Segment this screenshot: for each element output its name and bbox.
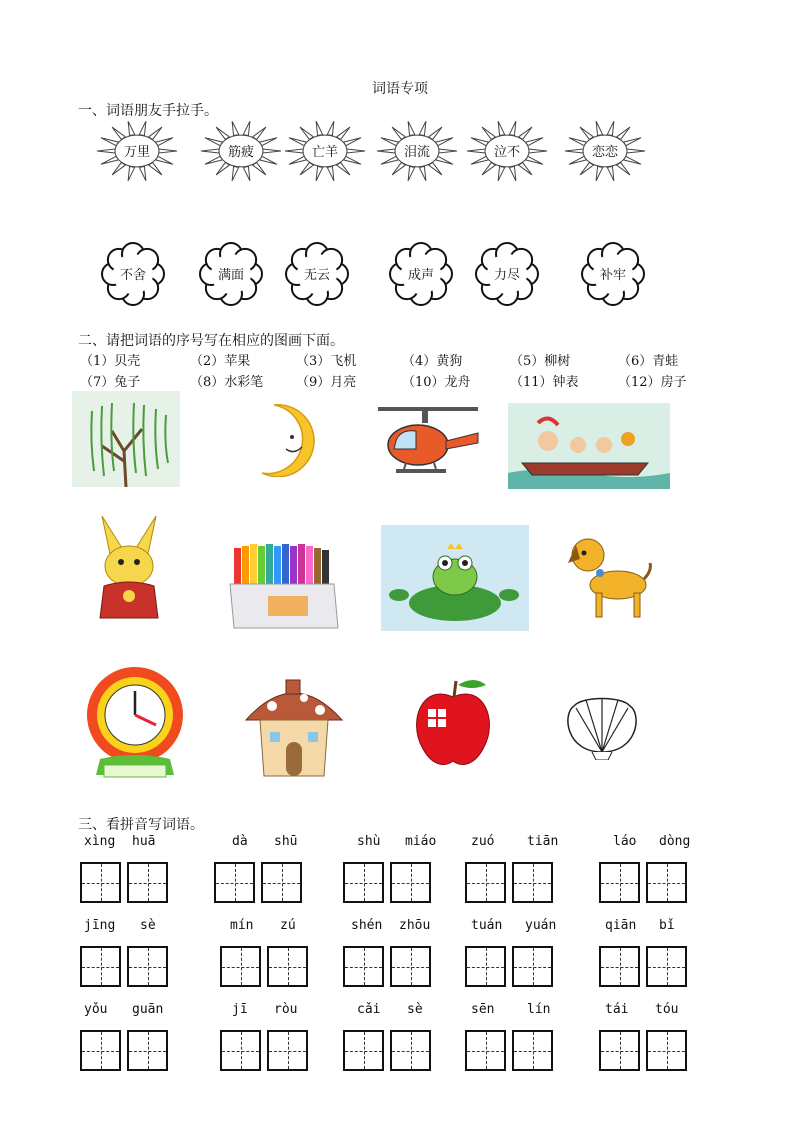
sun-card — [462, 116, 552, 186]
writing-box[interactable] — [343, 946, 384, 987]
mushroom-house-picture — [242, 672, 346, 780]
pinyin-word — [463, 1002, 559, 1082]
pinyin-syllable: lín — [527, 1002, 551, 1017]
section-3-heading: 三、看拼音写词语。 — [78, 817, 204, 833]
sun-ray — [482, 163, 495, 175]
writing-box[interactable] — [343, 1030, 384, 1071]
sun-card — [280, 116, 370, 186]
pinyin-syllable: miáo — [405, 834, 437, 849]
word-item: （4）黄狗 — [402, 354, 463, 369]
pinyin-syllable: dòng — [659, 834, 691, 849]
pinyin-syllable: tóu — [655, 1002, 679, 1017]
pinyin-syllable: jīng — [84, 918, 116, 933]
writing-box[interactable] — [465, 946, 506, 987]
writing-box[interactable] — [390, 946, 431, 987]
pinyin-syllable: guān — [132, 1002, 164, 1017]
sun-ray — [509, 167, 516, 181]
writing-box[interactable] — [261, 862, 302, 903]
flower-word: 满面 — [217, 268, 244, 283]
writing-box[interactable] — [599, 1030, 640, 1071]
writing-box[interactable] — [646, 946, 687, 987]
flower-word: 成声 — [407, 268, 434, 283]
word-item: （8）水彩笔 — [190, 375, 264, 390]
flower-card — [386, 242, 456, 306]
writing-box[interactable] — [390, 862, 431, 903]
writing-box[interactable] — [127, 1030, 168, 1071]
sun-ray — [216, 127, 229, 139]
willow-tree-icon — [72, 391, 180, 487]
crescent-moon-icon — [254, 403, 318, 477]
flower-word: 力尽 — [493, 268, 520, 283]
sun-word: 万里 — [123, 145, 150, 160]
sun-ray — [392, 163, 405, 175]
sun-word: 泣不 — [493, 145, 520, 160]
sun-ray — [509, 121, 516, 135]
word-item: （11）钟表 — [510, 375, 579, 390]
writing-box[interactable] — [267, 946, 308, 987]
flower-card — [282, 242, 352, 306]
word-item: （9）月亮 — [296, 375, 357, 390]
page-title: 词语专项 — [372, 81, 428, 97]
word-item: （1）贝壳 — [80, 354, 141, 369]
writing-box[interactable] — [80, 946, 121, 987]
sun-ray — [149, 127, 162, 139]
sun-ray — [300, 163, 313, 175]
sun-word: 筋疲 — [227, 145, 254, 160]
sun-ray — [112, 127, 125, 139]
pinyin-syllable: láo — [613, 834, 637, 849]
sun-ray — [316, 167, 323, 181]
frog-on-lily-pad-icon — [381, 525, 529, 631]
helicopter-picture — [370, 403, 482, 483]
writing-box[interactable] — [599, 946, 640, 987]
pinyin-syllable: qiān — [605, 918, 637, 933]
pinyin-syllable: cǎi — [357, 1002, 381, 1017]
red-apple-picture — [412, 675, 494, 769]
writing-box[interactable] — [127, 946, 168, 987]
pinyin-syllable: shù — [357, 834, 381, 849]
sun-ray — [337, 163, 350, 175]
pinyin-syllable: sè — [407, 1002, 423, 1017]
pinyin-word — [341, 918, 437, 998]
flower-clock-picture — [80, 661, 190, 781]
pinyin-syllable: ròu — [274, 1002, 298, 1017]
pinyin-word — [341, 1002, 437, 1082]
rabbit-picture — [92, 514, 166, 624]
red-apple-icon — [412, 675, 494, 769]
writing-box[interactable] — [80, 1030, 121, 1071]
flower-word: 不舍 — [119, 268, 146, 283]
sun-ray — [243, 121, 250, 135]
pinyin-syllable: jī — [232, 1002, 248, 1017]
rabbit-icon — [92, 514, 166, 624]
word-item: （3）飞机 — [296, 354, 357, 369]
pinyin-syllable: tuán — [471, 918, 503, 933]
pinyin-word — [597, 918, 693, 998]
pinyin-syllable: zhōu — [399, 918, 431, 933]
sun-ray — [519, 163, 532, 175]
pinyin-word — [597, 834, 693, 914]
writing-box[interactable] — [512, 946, 553, 987]
sun-word: 泪流 — [403, 145, 430, 160]
writing-box[interactable] — [80, 862, 121, 903]
sun-ray — [128, 167, 135, 181]
sun-ray — [327, 121, 334, 135]
sun-ray — [392, 127, 405, 139]
pinyin-syllable: zuó — [471, 834, 495, 849]
pinyin-word — [597, 1002, 693, 1082]
pinyin-syllable: tiān — [527, 834, 559, 849]
writing-box[interactable] — [465, 1030, 506, 1071]
sun-ray — [519, 127, 532, 139]
pinyin-syllable: zú — [280, 918, 296, 933]
sun-ray — [419, 121, 426, 135]
sun-ray — [316, 121, 323, 135]
writing-box[interactable] — [599, 862, 640, 903]
pinyin-syllable: mín — [230, 918, 254, 933]
sun-ray — [580, 127, 593, 139]
pinyin-syllable: xìng — [84, 834, 116, 849]
pinyin-word — [218, 1002, 314, 1082]
writing-box[interactable] — [390, 1030, 431, 1071]
word-item: （12）房子 — [618, 375, 687, 390]
sun-word: 恋恋 — [591, 145, 618, 160]
pinyin-word — [212, 834, 308, 914]
frog-on-lily-pad-picture — [381, 525, 529, 631]
pinyin-syllable: sè — [140, 918, 156, 933]
willow-tree-picture — [72, 391, 180, 487]
flower-card — [578, 242, 648, 306]
flower-word: 补牢 — [599, 268, 626, 283]
word-item: （6）青蛙 — [618, 354, 679, 369]
sun-ray — [300, 127, 313, 139]
sun-ray — [337, 127, 350, 139]
seashell-picture — [562, 694, 642, 760]
sun-ray — [149, 163, 162, 175]
sun-ray — [408, 167, 415, 181]
sun-ray — [429, 163, 442, 175]
writing-box[interactable] — [646, 1030, 687, 1071]
pinyin-syllable: sēn — [471, 1002, 495, 1017]
sun-card — [372, 116, 462, 186]
pinyin-word — [218, 918, 314, 998]
pinyin-syllable: huā — [132, 834, 156, 849]
yellow-dog-icon — [566, 533, 652, 619]
sun-ray — [607, 121, 614, 135]
word-item: （10）龙舟 — [402, 375, 471, 390]
pinyin-word — [463, 918, 559, 998]
sun-ray — [253, 127, 266, 139]
pinyin-syllable: yuán — [525, 918, 557, 933]
word-item: （5）柳树 — [510, 354, 571, 369]
sun-card — [196, 116, 286, 186]
sun-ray — [232, 167, 239, 181]
writing-box[interactable] — [343, 862, 384, 903]
flower-card — [472, 242, 542, 306]
writing-box[interactable] — [214, 862, 255, 903]
writing-box[interactable] — [220, 1030, 261, 1071]
sun-ray — [596, 167, 603, 181]
sun-ray — [327, 167, 334, 181]
sun-ray — [139, 167, 146, 181]
section-2-heading: 二、请把词语的序号写在相应的图画下面。 — [78, 333, 344, 349]
sun-ray — [112, 163, 125, 175]
writing-box[interactable] — [127, 862, 168, 903]
flower-word: 无云 — [303, 268, 330, 283]
helicopter-icon — [370, 403, 482, 483]
sun-ray — [408, 121, 415, 135]
sun-ray — [243, 167, 250, 181]
pinyin-word — [78, 1002, 174, 1082]
sun-ray — [429, 127, 442, 139]
word-item: （2）苹果 — [190, 354, 251, 369]
word-item: （7）兔子 — [80, 375, 141, 390]
mushroom-house-icon — [242, 672, 346, 780]
pinyin-word — [78, 834, 174, 914]
sun-ray — [253, 163, 266, 175]
yellow-dog-picture — [566, 533, 652, 619]
sun-ray — [419, 167, 426, 181]
sun-ray — [139, 121, 146, 135]
sun-ray — [232, 121, 239, 135]
dragon-boat-picture — [508, 403, 670, 489]
sun-ray — [498, 121, 505, 135]
pinyin-syllable: shén — [351, 918, 383, 933]
sun-ray — [128, 121, 135, 135]
watercolor-markers-icon — [228, 536, 340, 630]
writing-box[interactable] — [512, 1030, 553, 1071]
sun-ray — [580, 163, 593, 175]
writing-box[interactable] — [267, 1030, 308, 1071]
watercolor-markers-picture — [228, 536, 340, 630]
pinyin-syllable: bǐ — [659, 918, 675, 933]
flower-card — [98, 242, 168, 306]
pinyin-syllable: tái — [605, 1002, 629, 1017]
section-1-heading: 一、词语朋友手拉手。 — [78, 103, 218, 119]
sun-ray — [607, 167, 614, 181]
pinyin-syllable: shū — [274, 834, 298, 849]
seashell-icon — [562, 694, 642, 760]
pinyin-word — [78, 918, 174, 998]
pinyin-syllable: yǒu — [84, 1002, 108, 1017]
sun-ray — [498, 167, 505, 181]
sun-ray — [216, 163, 229, 175]
pinyin-word — [463, 834, 559, 914]
pinyin-word — [341, 834, 437, 914]
flower-clock-icon — [80, 661, 190, 781]
writing-box[interactable] — [646, 862, 687, 903]
flower-card — [196, 242, 266, 306]
sun-card — [560, 116, 650, 186]
crescent-moon-picture — [254, 403, 318, 477]
sun-ray — [617, 163, 630, 175]
sun-word: 亡羊 — [311, 145, 338, 160]
sun-card — [92, 116, 182, 186]
pinyin-syllable: dà — [232, 834, 248, 849]
sun-ray — [596, 121, 603, 135]
writing-box[interactable] — [220, 946, 261, 987]
sun-ray — [482, 127, 495, 139]
writing-box[interactable] — [465, 862, 506, 903]
sun-ray — [617, 127, 630, 139]
writing-box[interactable] — [512, 862, 553, 903]
dragon-boat-icon — [508, 403, 670, 489]
